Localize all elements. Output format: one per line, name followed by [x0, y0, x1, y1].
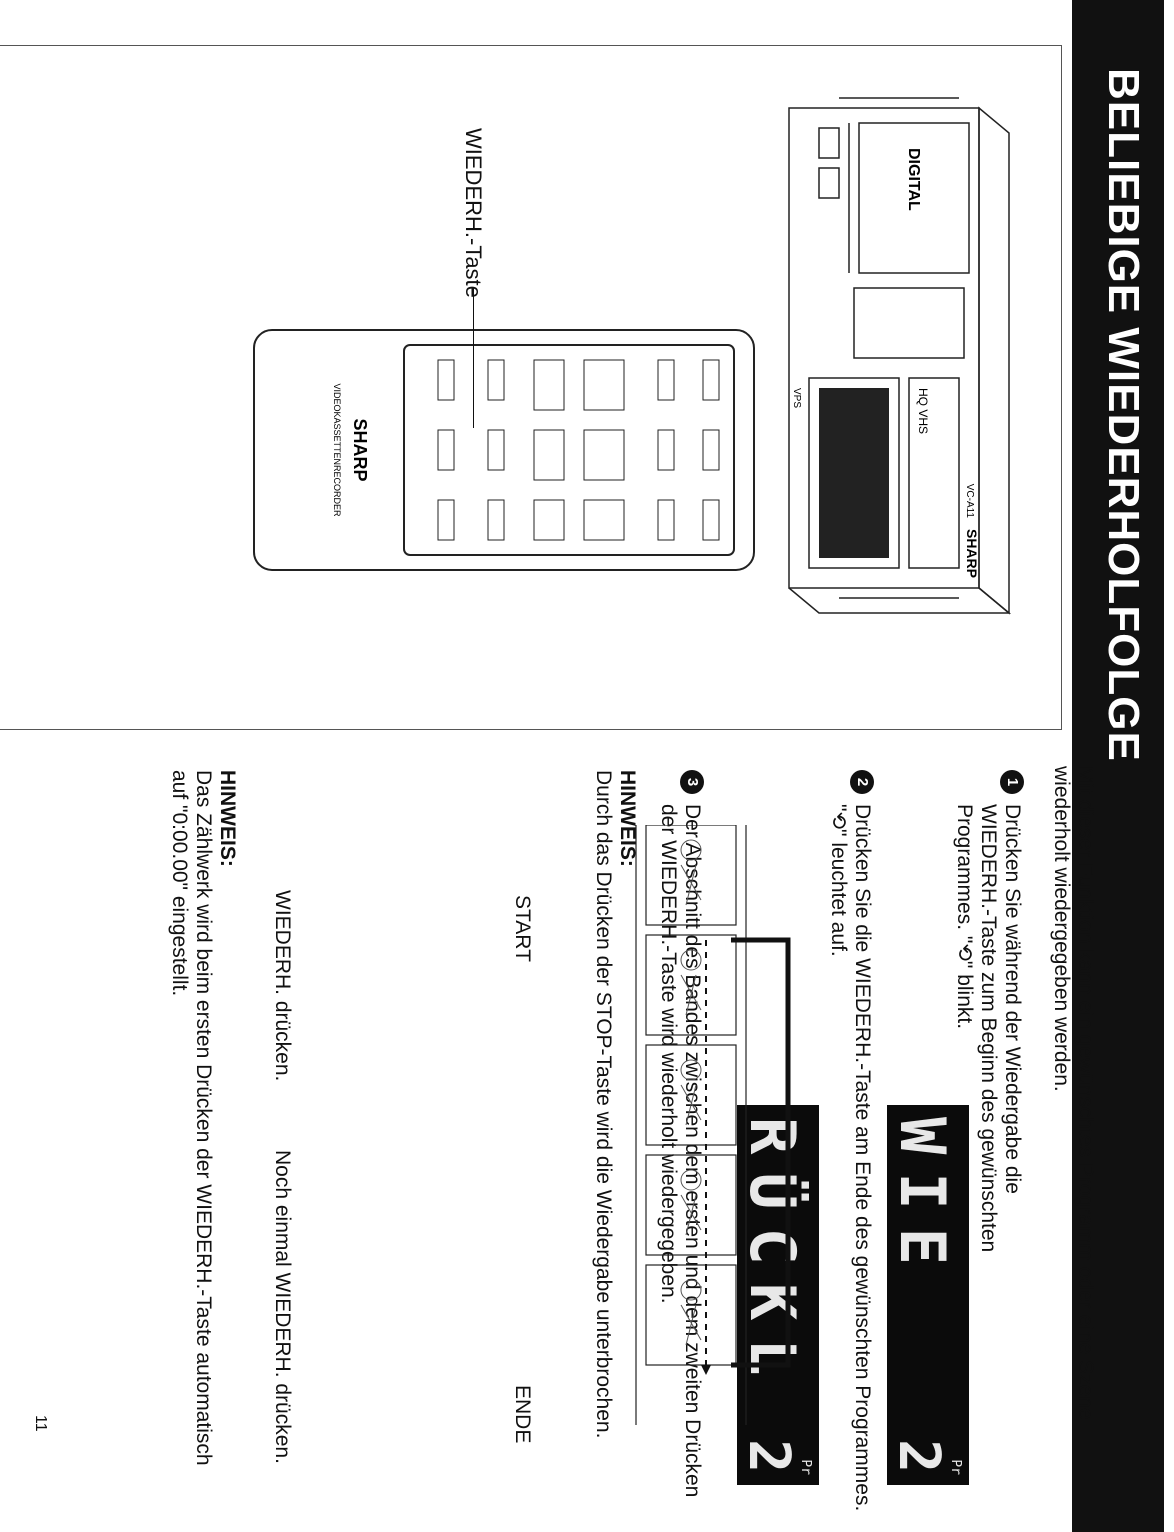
lcd-pr-number: 2 — [736, 1439, 801, 1473]
vcr-illustration — [779, 88, 1019, 628]
page-title: BELIEBIGE WIEDERHOLFOLGE — [1099, 68, 1148, 762]
lcd-display-1 — [887, 1105, 969, 1485]
step-text: Drücken Sie die WIEDERH.-Taste am Ende des gewünschten Programmes. "⟲" leuchtet auf. — [827, 804, 874, 1512]
intro-text: Mit dieser Funktion kann ein gewünschtes Programm oder eine Szene wiederholt wiedergegeben werden. — [1050, 766, 1097, 1420]
lcd-pr-label: Pr — [798, 1459, 813, 1475]
lcd-text: RÜCKL — [736, 1117, 809, 1394]
vcr-model: VC-A11 — [964, 483, 975, 518]
vcr-logo: DIGITAL — [905, 148, 922, 211]
vcr-hq-label: HQ VHS — [916, 388, 930, 435]
remote-brand: SHARP — [350, 418, 370, 482]
lcd-pr-label: Pr — [948, 1459, 963, 1475]
callout-label: WIEDERH.-Taste — [461, 128, 486, 298]
hinweis-heading: HINWEIS: — [616, 770, 639, 867]
hinweis-text: Das Zählwerk wird beim ersten Drücken der WIEDERH.-Taste automatisch auf "0:00.00" eingestellt. — [168, 770, 215, 1466]
step-number: 2 — [850, 770, 874, 794]
step-text: Drücken Sie während der Wiedergabe die WIEDERH.-Taste zum Beginn des gewünschten Programmes. "⟲" blinkt. — [953, 804, 1024, 1253]
lcd-text: WIE — [886, 1117, 959, 1283]
lcd-pr-number: 2 — [886, 1439, 951, 1473]
step-number: 3 — [680, 770, 704, 794]
remote-subtitle: VIDEOKASSETTENRECORDER — [332, 383, 342, 517]
step-text: Der Abschnitt des Bandes zwischen dem ersten und dem zweiten Drücken der WIEDERH.-Taste wird wiederholt wiedergegeben. — [657, 804, 704, 1498]
remote-illustration — [244, 320, 764, 580]
vcr-brand: SHARP — [964, 528, 980, 578]
end-label: ENDE — [511, 1385, 534, 1444]
page-number: 11 — [32, 1415, 49, 1432]
press-first-label: WIEDERH. drücken. — [271, 890, 294, 1082]
hinweis-2 — [167, 770, 239, 1490]
start-label: START — [511, 895, 534, 962]
press-again-label: Noch einmal WIEDERH. drücken. — [271, 1150, 294, 1464]
vcr-vps-label: VPS — [791, 388, 802, 409]
hinweis-text: Durch das Drücken der STOP-Taste wird die Wiedergabe unterbrochen. — [592, 770, 615, 1439]
sequence-diagram — [626, 825, 806, 1425]
step-number: 1 — [1000, 770, 1024, 794]
callout-line — [473, 288, 474, 428]
hinweis-heading: HINWEIS: — [216, 770, 239, 867]
